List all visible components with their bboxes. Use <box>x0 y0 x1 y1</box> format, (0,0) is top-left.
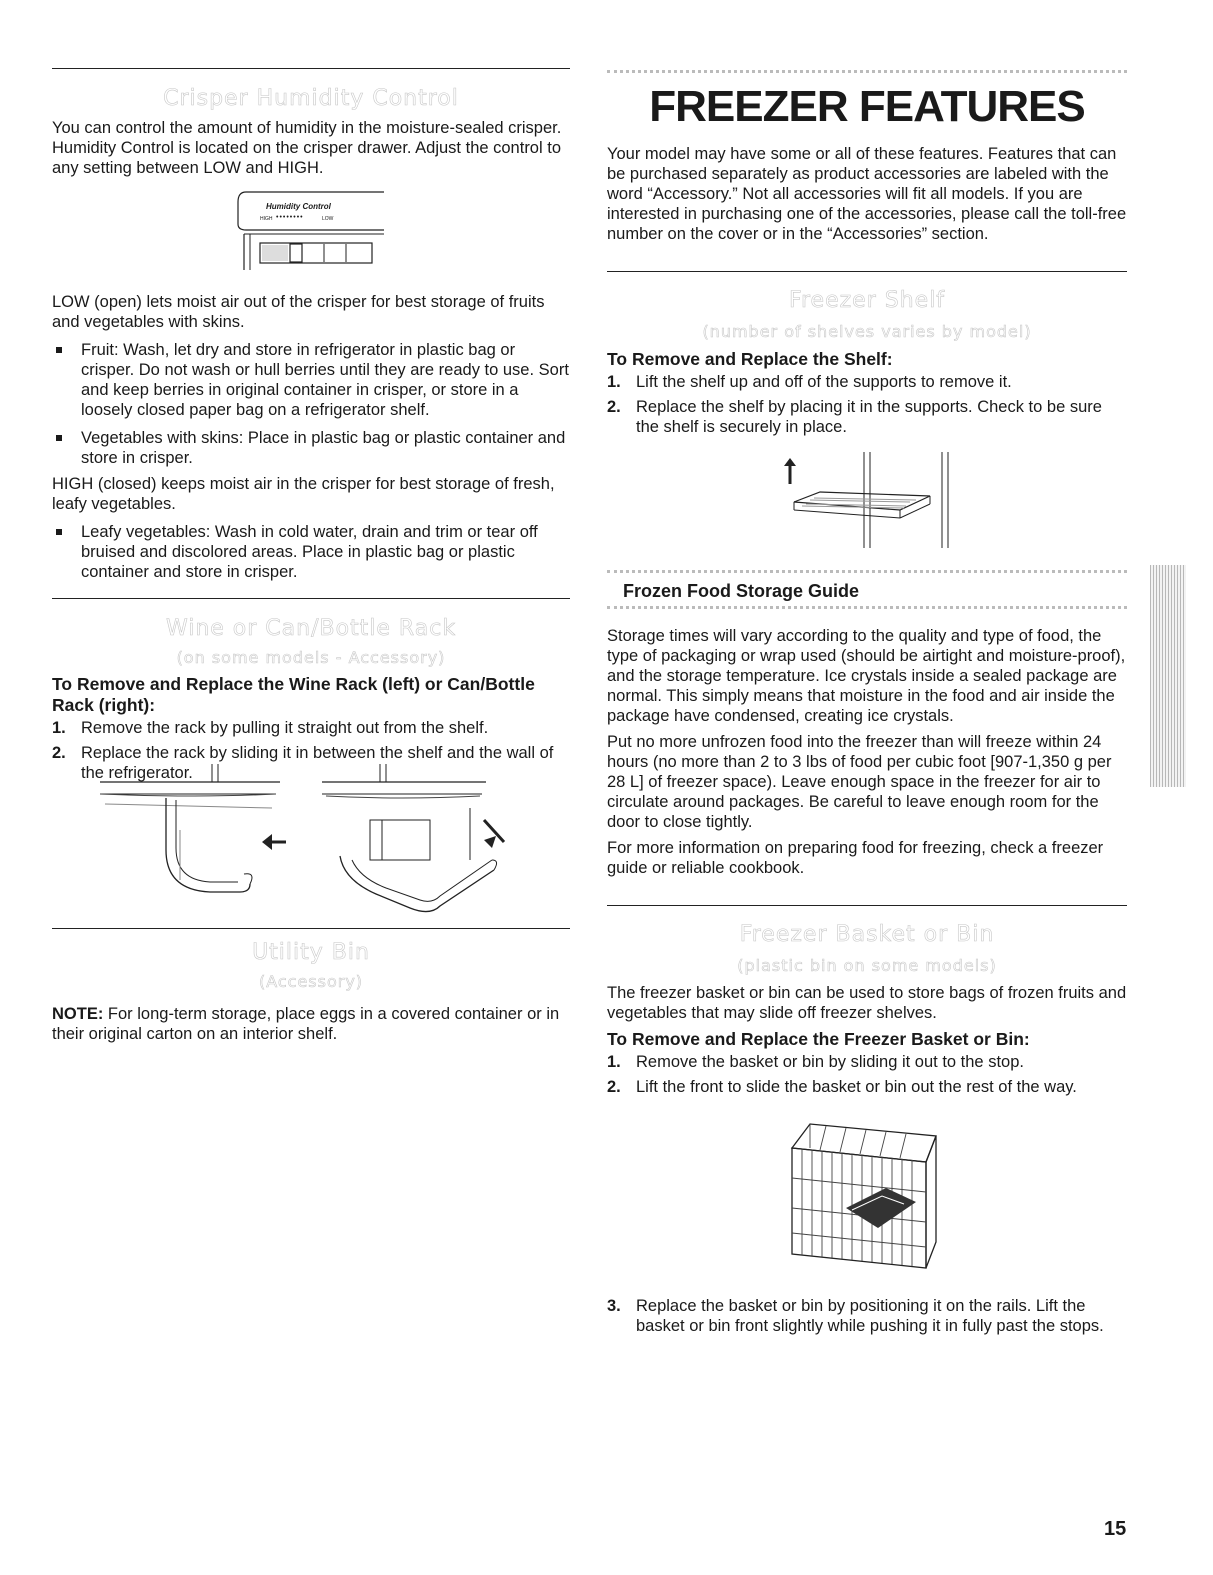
page-number: 15 <box>1104 1518 1127 1540</box>
storage-guide-heading: Frozen Food Storage Guide <box>623 581 860 601</box>
freezer-shelf-illustration <box>780 452 960 552</box>
storage-paragraph: For more information on preparing food for freezing, check a freezer guide or reliable cookbook. <box>607 839 1104 877</box>
list-item: 1. Remove the basket or bin by sliding it out to the stop. <box>607 1053 1024 1071</box>
basket-intro: The freezer basket or bin can be used to store bags of frozen fruits and vegetables that may slide off freezer shelves. <box>607 984 1127 1022</box>
freezer-shelf-heading: Freezer Shelf <box>788 288 946 313</box>
humidity-control-illustration <box>236 190 386 272</box>
section-rule <box>607 606 1127 609</box>
humidity-high-label: HIGH <box>260 216 273 222</box>
list-item: Leafy vegetables: Wash in cold water, drain and trim or tear off bruised and discolored areas. Place in plastic bag or plastic container and store in crisper. <box>52 522 570 582</box>
freezer-shelf-instructions-title: To Remove and Replace the Shelf: <box>607 349 893 369</box>
freezer-shelf-instructions <box>607 349 1127 442</box>
humidity-scale-dots: •••••••• <box>276 214 304 221</box>
crisper-heading: Crisper Humidity Control <box>163 86 459 111</box>
basket-instructions-title: To Remove and Replace the Freezer Basket or Bin: <box>607 1029 1030 1049</box>
basket-heading: Freezer Basket or Bin <box>739 922 995 947</box>
list-item: 1. Lift the shelf up and off of the supports to remove it. <box>607 373 1012 391</box>
page-title: FREEZER FEATURES <box>649 82 1085 131</box>
note-label: NOTE: <box>52 1005 104 1023</box>
section-rule <box>52 68 570 69</box>
low-text: LOW (open) lets moist air out of the crisper for best storage of fruits and vegetables with skins. <box>52 293 545 331</box>
list-item: 2. Replace the rack by sliding it in between the shelf and the wall of the refrigerator. <box>52 744 554 782</box>
storage-paragraph: Put no more unfrozen food into the freezer than will freeze within 24 hours (no more than 2 to 3 lbs of food per cubic foot [907-1,350 g per 28 L] of freezer space). Leave enough space in the freezer for air to circulate around packages. Be careful to leave enough room for the door to close tightly. <box>607 733 1112 831</box>
list-item: 1. Remove the rack by pulling it straight out from the shelf. <box>52 719 489 737</box>
crisper-intro: You can control the amount of humidity in the moisture-sealed crisper. Humidity Control is located on the crisper drawer. Adjust the control to any setting between LOW and HIGH. <box>52 119 562 177</box>
basket-subheading: (plastic bin on some models) <box>737 956 997 975</box>
side-tab <box>1150 565 1186 787</box>
title-rule <box>607 70 1127 73</box>
section-rule <box>607 905 1127 906</box>
wine-rack-subheading: (on some models - Accessory) <box>176 648 446 667</box>
high-text: HIGH (closed) keeps moist air in the crisper for best storage of fresh, leafy vegetables. <box>52 475 555 513</box>
basket-step3 <box>607 1296 1127 1341</box>
list-item: 2. Replace the shelf by placing it in the supports. Check to be sure the shelf is securely in place. <box>607 398 1102 436</box>
section-rule <box>607 271 1127 272</box>
freezer-shelf-subheading: (number of shelves varies by model) <box>702 322 1032 341</box>
section-rule <box>52 598 570 599</box>
list-item: Fruit: Wash, let dry and store in refrigerator in plastic bag or crisper. Do not wash or hull berries until they are ready to use. Sort and keep berries in original container in crisper, or store in a loosely closed paper bag on a refrigerator shelf. <box>52 340 570 420</box>
wine-rack-illustration <box>100 760 540 920</box>
basket-instructions <box>607 983 1127 1102</box>
freezer-intro: Your model may have some or all of these features. Features that can be purchased separately as product accessories are labeled with the word “Accessory.” Not all accessories will fit all models. If you are interested in purchasing one of the accessories, please call the toll-free number on the cover or in the “Accessories” section. <box>607 145 1127 243</box>
utility-bin-note: NOTE: For long-term storage, place eggs in a covered container or in their original carton on an interior shelf. <box>52 1005 560 1043</box>
storage-guide-body <box>607 626 1127 878</box>
utility-bin-subheading: (Accessory) <box>258 972 364 991</box>
section-rule <box>607 570 1127 573</box>
list-item: 2. Lift the front to slide the basket or bin out the rest of the way. <box>607 1078 1077 1096</box>
list-item: 3. Replace the basket or bin by positioning it on the rails. Lift the basket or bin front slightly while pushing it in fully past the stops. <box>607 1297 1104 1335</box>
section-rule <box>52 928 570 929</box>
storage-paragraph: Storage times will vary according to the quality and type of food, the type of packaging or wrap used (should be airtight and moisture-proof), and the storage temperature. Ice crystals inside a sealed package are normal. This simply means that moisture in the food and air inside the package have condensed, creating ice crystals. <box>607 627 1126 725</box>
freezer-basket-illustration <box>786 1118 946 1278</box>
crisper-low-section <box>52 292 570 590</box>
humidity-control-label: Humidity Control <box>266 202 331 211</box>
list-item: Vegetables with skins: Place in plastic bag or plastic container and store in crisper. <box>52 428 570 468</box>
humidity-low-label: LOW <box>322 216 334 222</box>
utility-bin-heading: Utility Bin <box>252 940 370 965</box>
wine-rack-heading: Wine or Can/Bottle Rack <box>165 616 457 641</box>
wine-rack-instructions-title: To Remove and Replace the Wine Rack (left) or Can/Bottle Rack (right): <box>52 674 535 715</box>
